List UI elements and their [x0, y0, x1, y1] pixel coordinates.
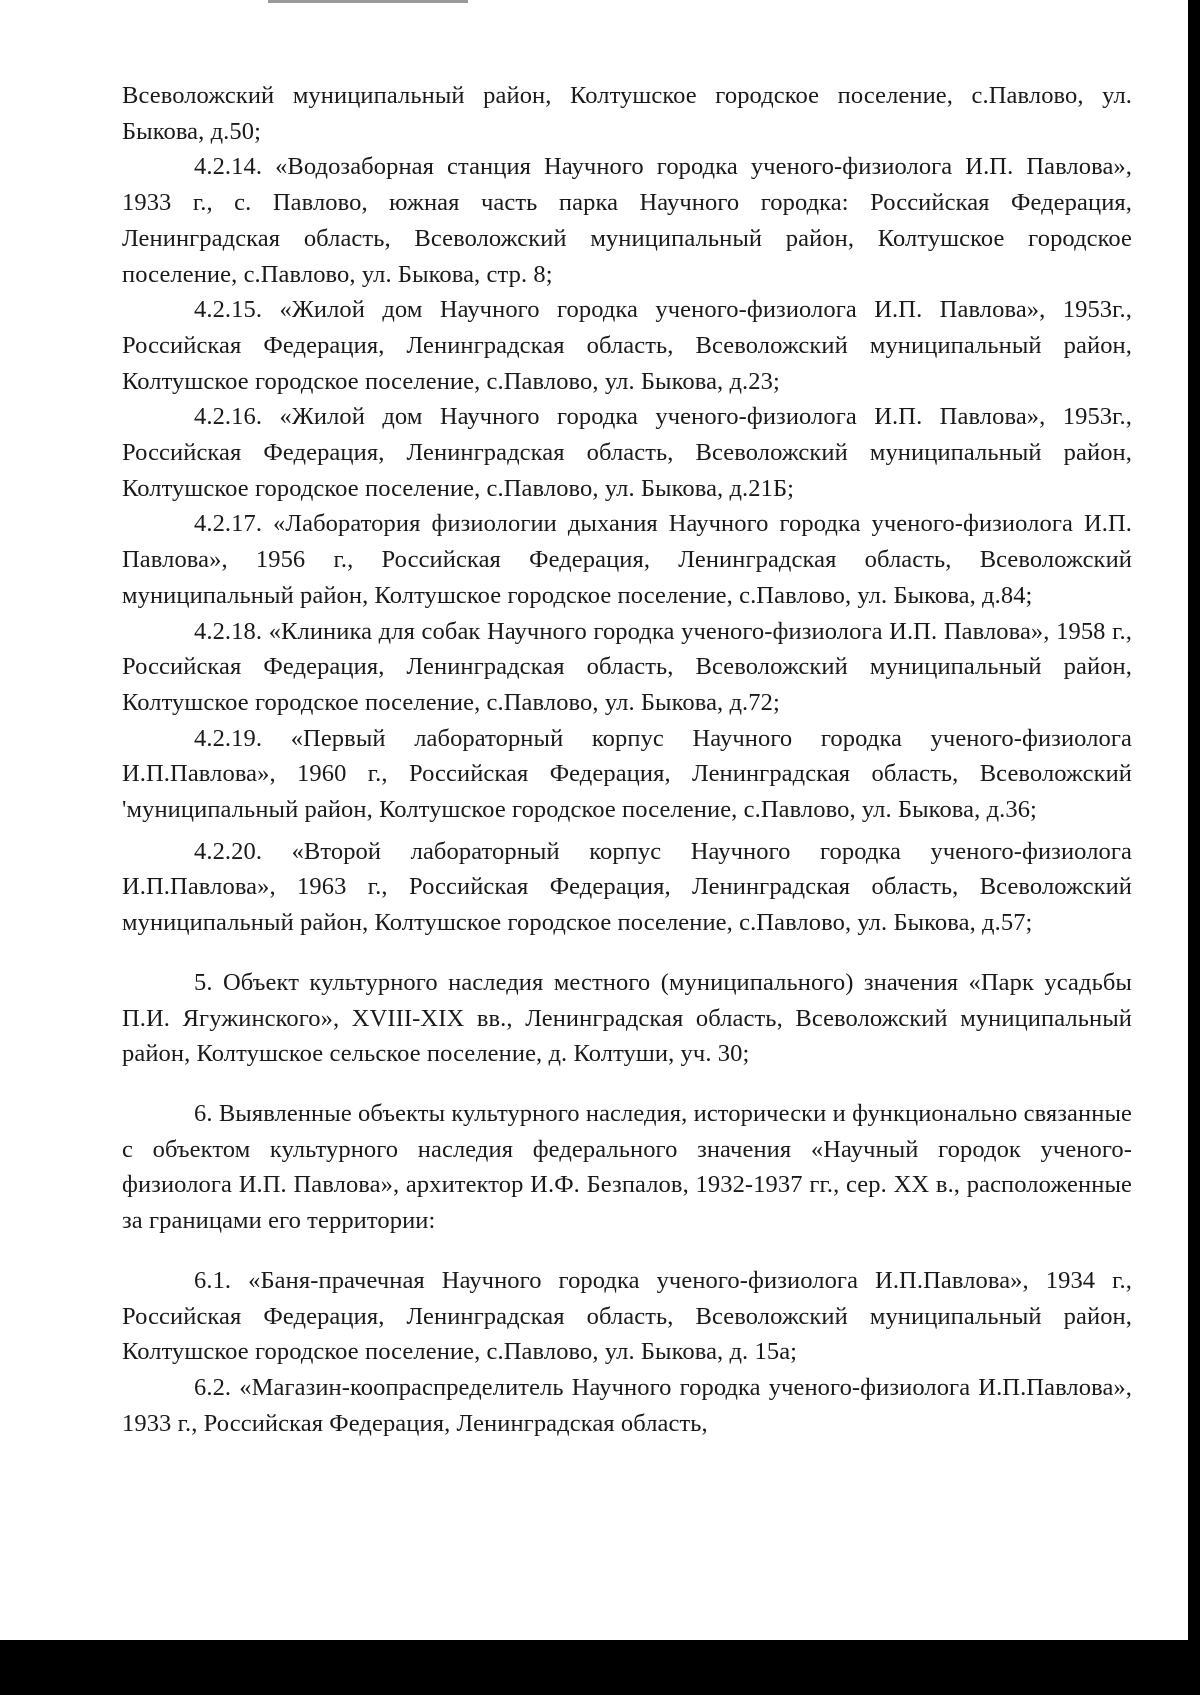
paragraph-address-continuation: Всеволожский муниципальный район, Колтушское городское поселение, с.Павлово, ул. Быкова, д.50;	[122, 82, 1132, 145]
paragraph-4-2-16: 4.2.16. «Жилой дом Научного городка ученого-физиолога И.П. Павлова», 1953г., Российская Федерация, Ленинградская область, Всеволожский муниципальный район, Колтушское городское поселение, с.Павлово, ул. Быкова, д.21Б;	[122, 403, 1132, 502]
paragraph-4-2-15: 4.2.15. «Жилой дом Научного городка ученого-физиолога И.П. Павлова», 1953г., Российская Федерация, Ленинградская область, Всеволожский муниципальный район, Колтушское городское поселение, с.Павлово, ул. Быкова, д.23;	[122, 296, 1132, 395]
scan-bottom-border	[0, 1640, 1200, 1695]
document-body	[122, 78, 1132, 1441]
paragraph-4-2-18: 4.2.18. «Клиника для собак Научного городка ученого-физиолога И.П. Павлова», 1958 г., Российская Федерация, Ленинградская область, Всеволожский муниципальный район, Колтушское городское поселение, с.Павлово, ул. Быкова, д.72;	[122, 617, 1132, 716]
paragraph-4-2-20: 4.2.20. «Второй лабораторный корпус Научного городка ученого-физиолога И.П.Павлова», 1963 г., Российская Федерация, Ленинградская область, Всеволожский муниципальный район, Колтушское городское поселение, с.Павлово, ул. Быкова, д.57;	[122, 837, 1132, 937]
paragraph-4-2-19: 4.2.19. «Первый лабораторный корпус Научного городка ученого-физиолога И.П.Павлова», 1960 г., Российская Федерация, Ленинградская область, Всеволожский 'муниципальный район, Колтушское городское поселение, с.Павлово, ул. Быкова, д.36;	[122, 724, 1132, 824]
paragraph-6: 6. Выявленные объекты культурного наследия, исторически и функционально связанные с объектом культурного наследия федерального значения «Научный городок ученого-физиолога И.П. Павлова», архитектор И.Ф. Безпалов, 1932-1937 гг., сер. XX в., расположенные за границами его территории:	[122, 1099, 1132, 1235]
paragraph-6-2: 6.2. «Магазин-коопраспределитель Научного городка ученого-физиолога И.П.Павлова», 1933 г., Российская Федерация, Ленинградская область,	[122, 1373, 1132, 1437]
paragraph-4-2-14: 4.2.14. «Водозаборная станция Научного городка ученого-физиолога И.П. Павлова», 1933 г., с. Павлово, южная часть парка Научного городка: Российская Федерация, Ленинградская область, Всеволожский муниципальный район, Колтушское городское поселение, с.Павлово, ул. Быкова, стр. 8;	[122, 153, 1132, 288]
scan-top-rule	[268, 0, 468, 3]
scan-right-border	[1188, 0, 1200, 1695]
paragraph-4-2-17: 4.2.17. «Лаборатория физиологии дыхания Научного городка ученого-физиолога И.П. Павлова», 1956 г., Российская Федерация, Ленинградская область, Всеволожский муниципальный район, Колтушское городское поселение, с.Павлово, ул. Быкова, д.84;	[122, 510, 1132, 609]
paragraph-5: 5. Объект культурного наследия местного (муниципального) значения «Парк усадьбы П.И. Ягужинского», XVIII-XIX вв., Ленинградская область, Всеволожский муниципальный район, Колтушское сельское поселение, д. Колтуши, уч. 30;	[122, 968, 1132, 1068]
paragraph-6-1: 6.1. «Баня-прачечная Научного городка ученого-физиолога И.П.Павлова», 1934 г., Российская Федерация, Ленинградская область, Всеволожский муниципальный район, Колтушское городское поселение, с.Павлово, ул. Быкова, д. 15а;	[122, 1266, 1132, 1366]
